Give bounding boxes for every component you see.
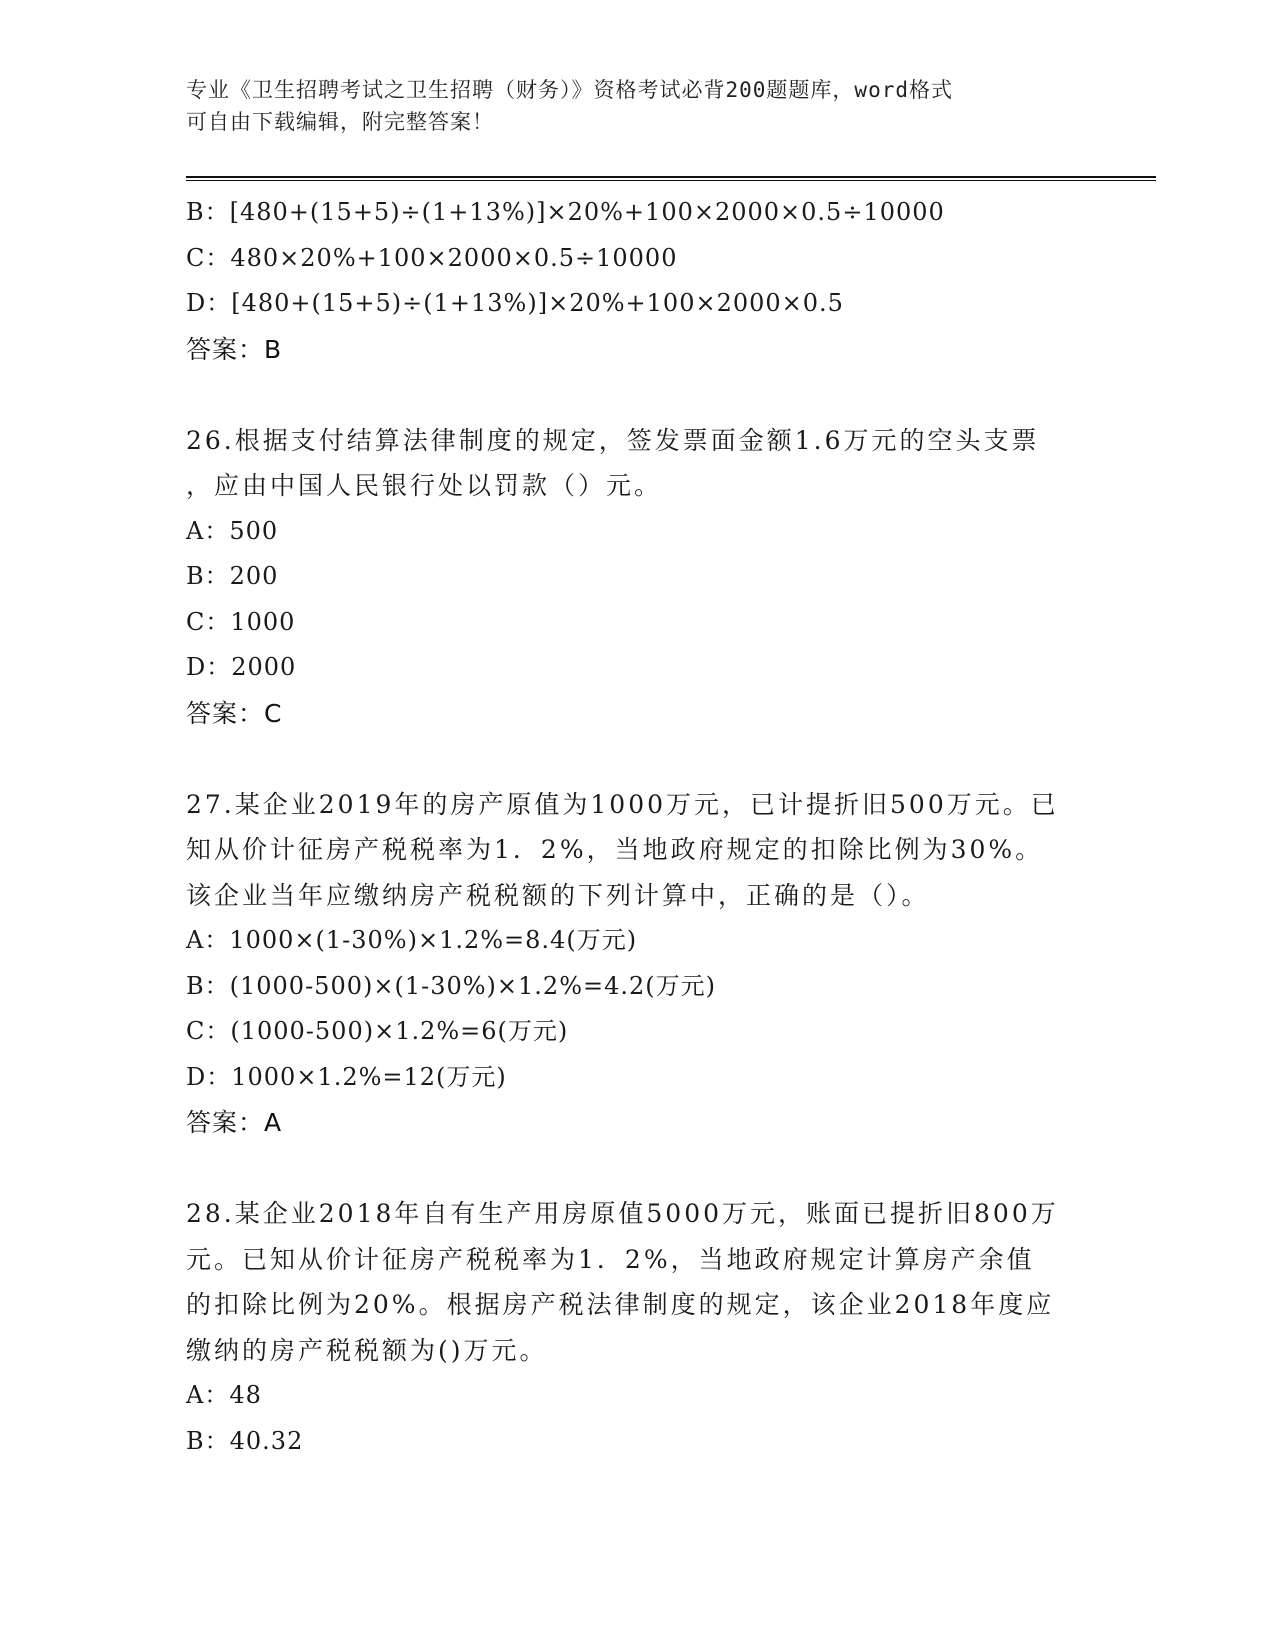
option-b: B：(1000-500)×(1-30%)×1.2%=4.2(万元)	[186, 971, 717, 1000]
option-d: D：1000×1.2%=12(万元)	[186, 1062, 507, 1091]
option-a: A：1000×(1-30%)×1.2%=8.4(万元)	[186, 926, 638, 954]
question-28	[186, 1191, 1086, 1464]
spacer	[186, 1146, 1086, 1192]
question-stem: 元。已知从价计征房产税税率为1．2%，当地政府规定计算房产余值	[186, 1244, 1035, 1274]
question-stem: 知从价计征房产税税率为1．2%，当地政府规定的扣除比例为30%。	[186, 835, 1044, 864]
option-a: A：48	[186, 1381, 262, 1409]
option-d: D：[480+(15+5)÷(1+13%)]×20%+100×2000×0.5	[186, 289, 844, 317]
option-c: C：1000	[186, 607, 296, 636]
question-stem: 27.某企业2019年的房产原值为1000万元，已计提折旧500万元。已	[186, 789, 1059, 819]
option-a: A：500	[186, 516, 279, 545]
question-stem: 28.某企业2018年自有生产用房原值5000万元，账面已提折旧800万	[186, 1199, 1059, 1228]
option-b: B：[480+(15+5)÷(1+13%)]×20%+100×2000×0.5÷10000	[186, 198, 945, 226]
question-stem: 该企业当年应缴纳房产税税额的下列计算中，正确的是（）。	[186, 880, 930, 910]
answer: 答案：A	[186, 1108, 283, 1137]
question-stem: 26.根据支付结算法律制度的规定，签发票面金额1.6万元的空头支票	[186, 425, 1040, 455]
spacer	[186, 736, 1086, 782]
answer: 答案：C	[186, 698, 283, 728]
answer: 答案：B	[186, 334, 283, 364]
spacer	[186, 372, 1086, 418]
option-b: B：40.32	[186, 1426, 304, 1455]
question-stem: ，应由中国人民银行处以罚款（）元。	[186, 471, 663, 500]
document-header	[186, 74, 1086, 138]
header-title-line-1: 专业《卫生招聘考试之卫生招聘（财务）》资格考试必背200题题库，word格式	[186, 78, 953, 102]
header-title-line-2: 可自由下载编辑，附完整答案！	[186, 110, 494, 134]
document-body	[186, 190, 1086, 1464]
question-26	[186, 418, 1086, 737]
question-stem: 缴纳的房产税税额为()万元。	[186, 1335, 548, 1365]
question-25-fragment	[186, 190, 1086, 372]
option-c: C：480×20%+100×2000×0.5÷10000	[186, 243, 678, 272]
question-27	[186, 782, 1086, 1146]
option-b: B：200	[186, 562, 279, 590]
header-divider	[186, 176, 1156, 181]
question-stem: 的扣除比例为20%。根据房产税法律制度的规定，该企业2018年度应	[186, 1290, 1055, 1319]
option-c: C：(1000-500)×1.2%=6(万元)	[186, 1017, 569, 1045]
option-d: D：2000	[186, 653, 297, 681]
